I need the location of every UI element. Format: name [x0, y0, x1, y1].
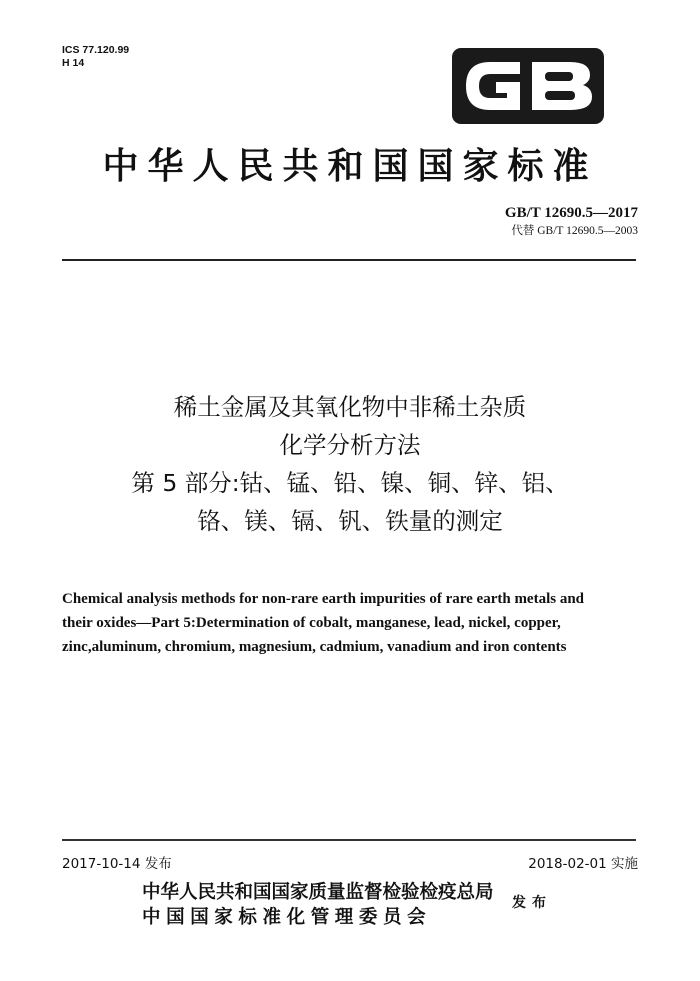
classification-codes [62, 44, 129, 70]
gb-logo [452, 48, 604, 124]
english-title-line-2: their oxides—Part 5:Determination of cobalt, manganese, lead, nickel, copper, [62, 615, 561, 631]
bottom-divider [62, 839, 636, 841]
national-standard-title: 中华人民共和国国家标准 [102, 145, 598, 187]
issuing-authorities [142, 880, 494, 930]
chinese-title-line-2: 化学分析方法 [279, 431, 421, 459]
issuer-line-1: 中华人民共和国国家质量监督检验检疫总局 [142, 882, 494, 903]
ics-code: ICS 77.120.99 [62, 44, 130, 56]
implementation-date: 2018-02-01 实施 [528, 856, 638, 872]
chinese-title-line-3: 第 5 部分:钴、锰、铅、镍、铜、锌、铝、 [131, 469, 569, 497]
standard-code: GB/T 12690.5—2017 [504, 205, 638, 221]
replaces-standard: 代替 GB/T 12690.5—2003 [511, 225, 638, 237]
category-code: H 14 [62, 57, 85, 69]
chinese-title-line-1: 稀土金属及其氧化物中非稀土杂质 [173, 393, 527, 421]
english-title-line-1: Chemical analysis methods for non-rare earth impurities of rare earth metals and [62, 591, 585, 607]
top-divider [62, 259, 636, 261]
english-title [62, 587, 642, 659]
english-title-line-3: zinc,aluminum, chromium, magnesium, cadmium, vanadium and iron contents [62, 639, 567, 655]
chinese-title [40, 388, 660, 540]
chinese-title-line-4: 铬、镁、镉、钒、铁量的测定 [197, 507, 503, 535]
issuer-line-2: 中国国家标准化管理委员会 [142, 907, 432, 928]
publish-label: 发布 [512, 895, 552, 911]
issue-date: 2017-10-14 发布 [62, 856, 172, 872]
